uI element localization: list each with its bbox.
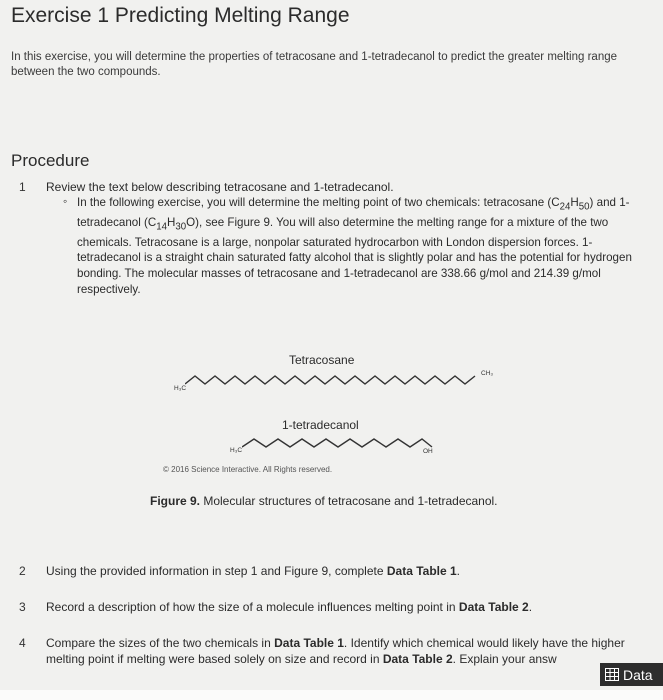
- step-4-text: Compare the sizes of the two chemicals in Data Table 1. Identify which chemical would likely have the higher melting point if melting were based solely on size and record in Data Table 2. Explain your answ: [46, 636, 625, 666]
- copyright-text: © 2016 Science Interactive. All Rights reserved.: [163, 465, 333, 474]
- step-number: 3: [19, 600, 26, 614]
- figure-caption: Figure 9. Molecular structures of tetracosane and 1-tetradecanol.: [150, 494, 498, 508]
- step-3-text: Record a description of how the size of a molecule influences melting point in Data Table 2.: [46, 600, 533, 614]
- step-number: 1: [19, 180, 26, 194]
- step-1-bullet: In the following exercise, you will determine the melting point of two chemicals: tetracosane $(C_{24}H_{50})$ and 1-tetradecanol $(C_{14}H_{30}O)$, see Figure 9. You will also determine the melting range for a mixture of the two chemicals. Tetracosane is a large, nonpolar saturated hydrocarbon with London dispersion forces. 1-tetradecanol is a straight chain saturated fatty alcohol that is slightly polar and has the potential for hydrogen bonding. The molecular masses of tetracosane and 1-tetradecanol are 338.66 g/mol and 214.39 g/mol respectively.: [77, 196, 632, 296]
- step-1-text: Review the text below describing tetracosane and 1-tetradecanol.: [46, 180, 394, 194]
- tetradecanol-oh: OH: [423, 448, 433, 455]
- tetracosane-ch3: CH₃: [481, 370, 494, 377]
- cut-off-next-line: [0, 690, 663, 700]
- step-2-text: Using the provided information in step 1 and Figure 9, complete Data Table 1.: [46, 564, 461, 578]
- tetracosane-label: Tetracosane: [289, 353, 355, 367]
- procedure-heading: Procedure: [11, 151, 90, 170]
- intro-text: In this exercise, you will determine the properties of tetracosane and 1-tetradecanol to predict the greater melting range between the two compounds.: [11, 51, 618, 78]
- bullet-icon: ◦: [63, 194, 68, 208]
- data-button[interactable]: [600, 663, 663, 686]
- data-button-label: Data: [623, 666, 653, 683]
- tetracosane-structure: [185, 370, 495, 392]
- step-number: 2: [19, 564, 26, 578]
- page-title: Exercise 1 Predicting Melting Range: [11, 4, 350, 27]
- tetracosane-h3c: H₃C: [174, 385, 187, 392]
- tetradecanol-structure: [242, 434, 442, 454]
- table-icon: [605, 668, 619, 681]
- step-number: 4: [19, 636, 26, 650]
- tetradecanol-h3c: H₃C: [230, 447, 243, 454]
- tetradecanol-label: 1-tetradecanol: [282, 418, 359, 432]
